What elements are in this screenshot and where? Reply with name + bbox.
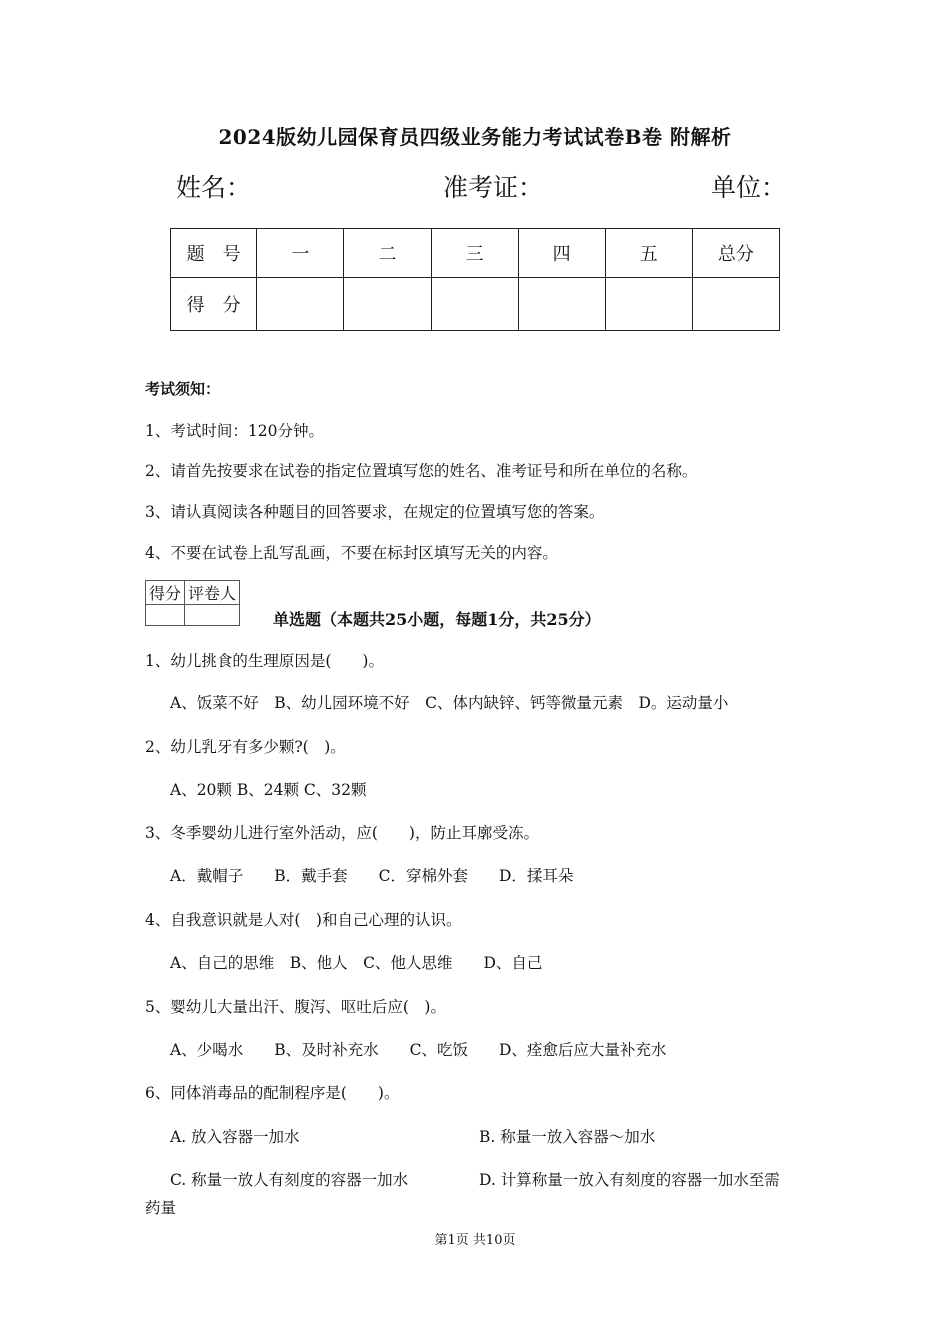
notice-item: 4、不要在试卷上乱写乱画，不要在标封区填写无关的内容。 [145, 544, 558, 562]
notice-item: 1、考试时间：120分钟。 [145, 422, 324, 440]
question-text: 6、同体消毒品的配制程序是( )。 [145, 1084, 400, 1102]
grader-box [145, 580, 240, 626]
question-options: A、少喝水 B、及时补充水 C、吃饭 D、痊愈后应大量补充水 [170, 1041, 667, 1059]
question-options: A、饭菜不好 B、幼儿园环境不好 C、体内缺锌、钙等微量元素 D。运动量小 [170, 694, 729, 712]
score-blank-cell [257, 278, 344, 331]
question-option-d-continued: 药量 [145, 1199, 177, 1217]
name-label: 姓名： [176, 173, 252, 202]
question-text: 5、婴幼儿大量出汗、腹泻、呕吐后应( )。 [145, 998, 446, 1016]
score-table-cell: 得 分 [171, 278, 257, 331]
question-text: 1、幼儿挑食的生理原因是( )。 [145, 652, 384, 670]
question-option-a: A. 放入容器一加水 [170, 1128, 300, 1146]
unit-label: 单位： [711, 173, 787, 202]
question-text: 4、自我意识就是人对( )和自己心理的认识。 [145, 911, 462, 929]
question-option-d: D. 计算称量一放入有刻度的容器一加水至需 [479, 1171, 780, 1189]
score-blank-cell [344, 278, 431, 331]
score-blank-cell [605, 278, 692, 331]
score-table-header-row [171, 229, 780, 278]
score-table-cell: 二 [344, 229, 431, 278]
score-blank-cell [692, 278, 779, 331]
grader-score-label: 得分 [146, 581, 185, 605]
grader-blank-cell [146, 605, 185, 626]
question-text: 3、冬季婴幼儿进行室外活动，应( )，防止耳廓受冻。 [145, 824, 539, 842]
score-table-cell: 三 [431, 229, 518, 278]
score-table-cell: 四 [518, 229, 605, 278]
score-table-cell: 五 [605, 229, 692, 278]
question-options: A．戴帽子 B．戴手套 C．穿棉外套 D．揉耳朵 [170, 867, 574, 885]
document-title: 2024版幼儿园保育员四级业务能力考试试卷B卷 附解析 [218, 125, 732, 149]
section-title: 单选题（本题共25小题，每题1分，共25分） [273, 610, 601, 629]
score-table-cell: 题 号 [171, 229, 257, 278]
question-text: 2、幼儿乳牙有多少颗?( )。 [145, 738, 346, 756]
score-blank-cell [431, 278, 518, 331]
score-table-cell: 总分 [692, 229, 779, 278]
page-footer: 第1页 共10页 [434, 1233, 516, 1248]
grader-reviewer-label: 评卷人 [185, 581, 240, 605]
notice-title: 考试须知： [145, 380, 221, 398]
notice-item: 2、请首先按要求在试卷的指定位置填写您的姓名、准考证号和所在单位的名称。 [145, 462, 698, 480]
score-blank-cell [518, 278, 605, 331]
grader-blank-cell [185, 605, 240, 626]
score-table-score-row [171, 278, 780, 331]
question-option-b: B. 称量一放入容器～加水 [479, 1128, 656, 1146]
score-table [170, 228, 780, 331]
exam-id-label: 准考证： [443, 173, 544, 202]
notice-item: 3、请认真阅读各种题目的回答要求，在规定的位置填写您的答案。 [145, 503, 605, 521]
question-options: A、自己的思维 B、他人 C、他人思维 D、自己 [170, 954, 543, 972]
question-options: A、20颗 B、24颗 C、32颗 [170, 781, 367, 799]
question-option-c: C. 称量一放人有刻度的容器一加水 [170, 1171, 409, 1189]
score-table-cell: 一 [257, 229, 344, 278]
